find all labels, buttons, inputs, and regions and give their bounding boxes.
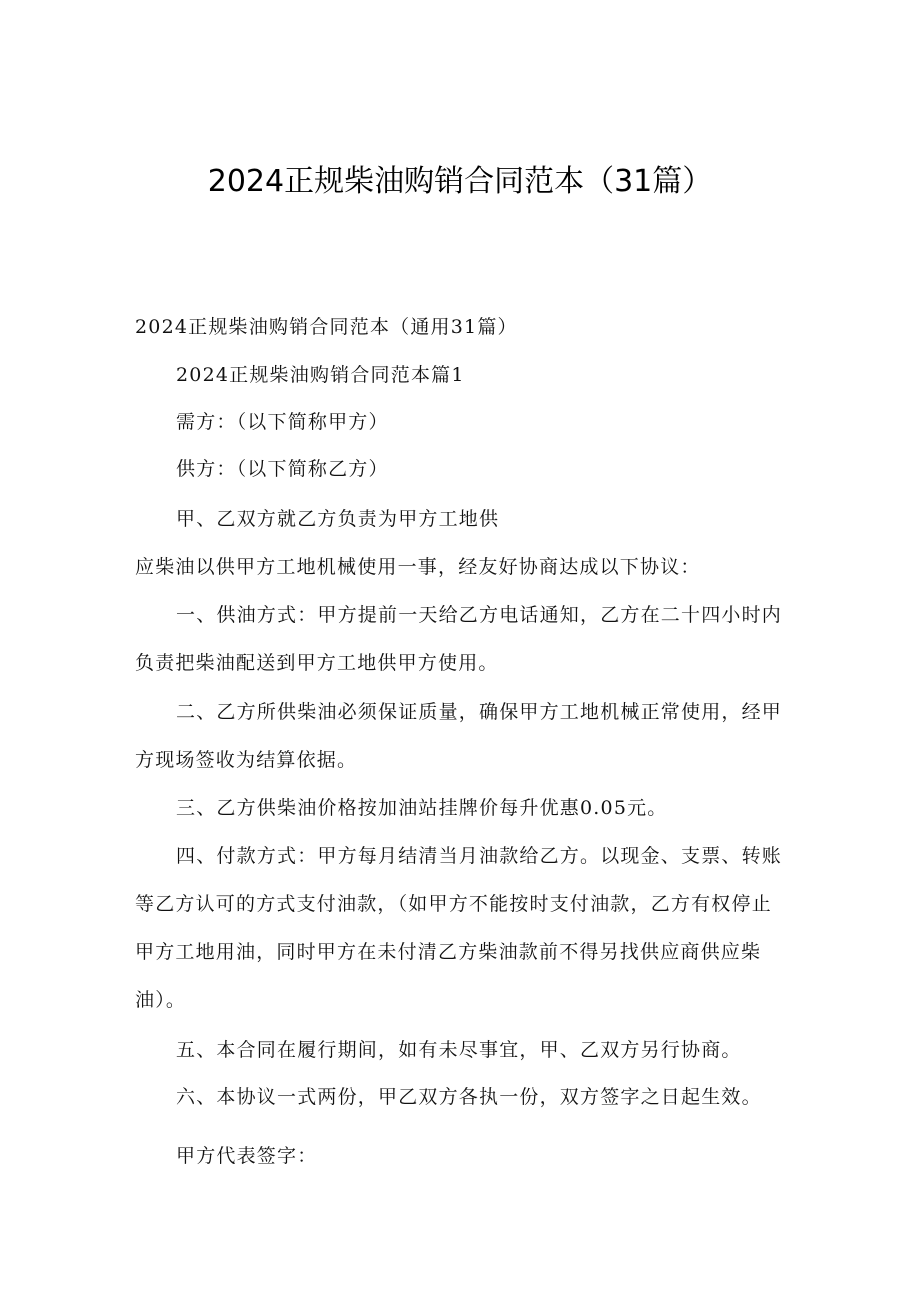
clause-2-line: 二、乙方所供柴油必须保证质量，确保甲方工地机械正常使用，经甲 [176, 701, 783, 723]
clause-5-line: 五、本合同在履行期间，如有未尽事宜，甲、乙双方另行协商。 [176, 1039, 742, 1061]
clause-4-line: 等乙方认可的方式支付油款，（如甲方不能按时支付油款，乙方有权停止 [135, 893, 772, 915]
clause-2-line: 方现场签收为结算依据。 [135, 749, 358, 771]
party-demand: 需方：（以下简称甲方） [176, 411, 389, 433]
clause-1-line: 一、供油方式：甲方提前一天给乙方电话通知，乙方在二十四小时内 [176, 604, 783, 626]
clause-4-line: 四、付款方式：甲方每月结清当月油款给乙方。以现金、支票、转账 [176, 845, 783, 867]
paragraph-line: 甲、乙双方就乙方负责为甲方工地供 [176, 508, 500, 530]
party-supply: 供方：（以下简称乙方） [176, 458, 389, 480]
clause-1-line: 负责把柴油配送到甲方工地供甲方使用。 [135, 652, 499, 674]
signature-label: 甲方代表签字： [176, 1145, 318, 1167]
clause-4-line: 甲方工地用油，同时甲方在未付清乙方柴油款前不得另找供应商供应柴 [135, 941, 762, 963]
document-title: 2024正规柴油购销合同范本（31篇） [207, 164, 713, 199]
section-heading: 2024正规柴油购销合同范本篇1 [176, 364, 465, 386]
clause-4-line: 油）。 [135, 989, 187, 1011]
clause-6-line: 六、本协议一式两份，甲乙双方各执一份，双方签字之日起生效。 [176, 1086, 762, 1108]
paragraph-line: 应柴油以供甲方工地机械使用一事，经友好协商达成以下协议： [135, 556, 701, 578]
clause-3-line: 三、乙方供柴油价格按加油站挂牌价每升优惠0.05元。 [176, 797, 668, 819]
document-subtitle: 2024正规柴油购销合同范本（通用31篇） [135, 316, 518, 338]
